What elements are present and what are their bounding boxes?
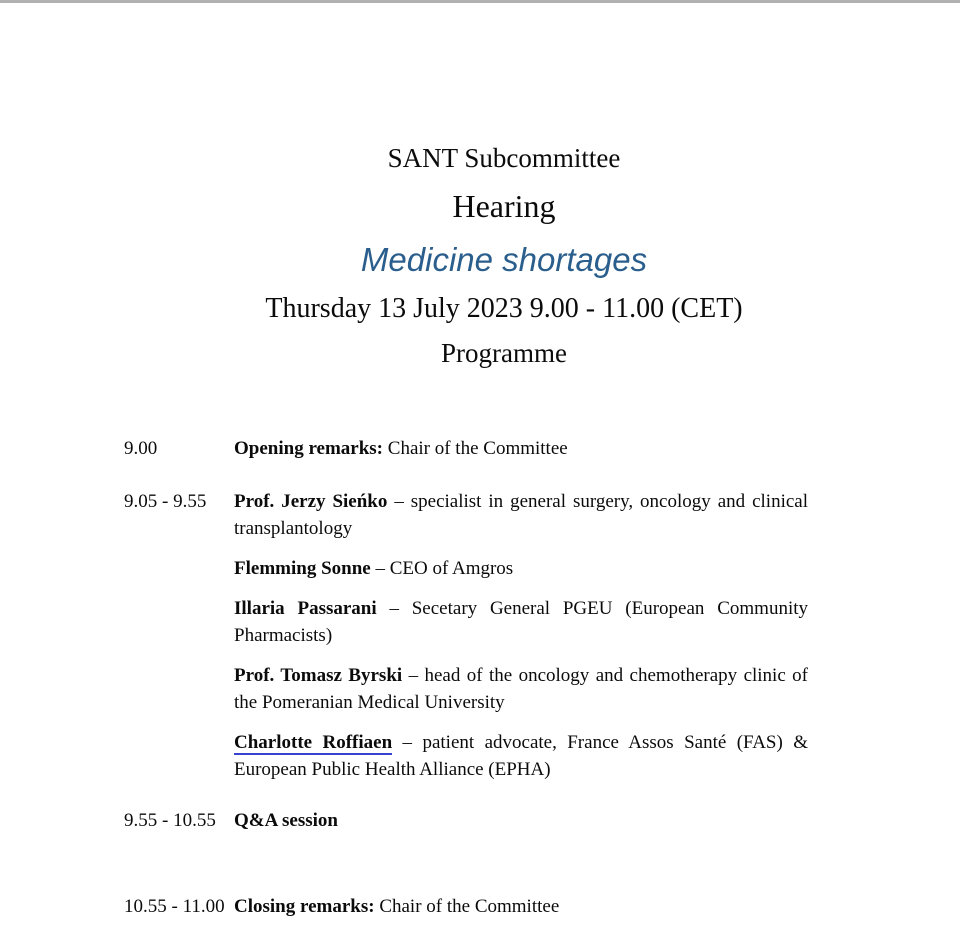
speaker-item <box>234 662 808 716</box>
speaker-description: – specialist in general surgery, oncology and clinical transplantology <box>234 491 808 540</box>
item-bold-label: Closing remarks: <box>234 896 375 918</box>
content-cell <box>234 435 808 462</box>
schedule-row-closing <box>124 893 960 920</box>
speaker-item <box>234 595 808 649</box>
item-bold-label: Q&A session <box>234 810 338 832</box>
time-cell: 9.00 <box>124 438 158 460</box>
item-text: Chair of the Committee <box>383 438 568 460</box>
subject-title: Medicine shortages <box>360 240 648 278</box>
time-cell: 10.55 - 11.00 <box>124 896 225 918</box>
speaker-name: Flemming Sonne <box>234 558 371 580</box>
schedule-item <box>234 807 808 834</box>
committee-title: SANT Subcommittee <box>387 143 621 173</box>
schedule-item <box>234 435 808 462</box>
speaker-description: – head of the oncology and chemotherapy clinic of the Pomeranian Medical University <box>234 665 808 714</box>
speaker-item <box>234 488 808 542</box>
speaker-name: Prof. Tomasz Byrski <box>234 665 403 687</box>
event-title: Hearing <box>452 188 556 225</box>
schedule-item <box>234 893 808 920</box>
time-cell: 9.55 - 10.55 <box>124 810 216 832</box>
speaker-item <box>234 555 808 582</box>
speaker-name-underlined: Charlotte Roffiaen <box>234 732 393 754</box>
time-cell: 9.05 - 9.55 <box>124 491 207 513</box>
top-border-bar <box>0 0 960 3</box>
speaker-name: Prof. Jerzy Sieńko <box>234 491 388 513</box>
speaker-description: – CEO of Amgros <box>370 558 514 580</box>
event-datetime: Thursday 13 July 2023 9.00 - 11.00 (CET) <box>265 292 743 324</box>
content-cell <box>234 807 808 834</box>
schedule-table <box>124 435 960 920</box>
speaker-name: Illaria Passarani <box>234 598 377 620</box>
schedule-row-opening <box>124 435 960 462</box>
schedule-row-qa <box>124 807 960 834</box>
content-cell <box>234 488 808 783</box>
item-bold-label: Opening remarks: <box>234 438 384 460</box>
speaker-item <box>234 729 808 783</box>
document-header <box>48 143 960 369</box>
schedule-row-speakers <box>124 488 960 783</box>
programme-document <box>0 143 960 920</box>
content-cell <box>234 893 808 920</box>
item-text: Chair of the Committee <box>374 896 560 918</box>
speaker-description: – Secetary General PGEU (European Community Pharmacists) <box>234 598 808 647</box>
speaker-description: – patient advocate, France Assos Santé (FAS) & European Public Health Alliance (EPHA) <box>234 732 808 781</box>
programme-heading: Programme <box>441 337 567 368</box>
